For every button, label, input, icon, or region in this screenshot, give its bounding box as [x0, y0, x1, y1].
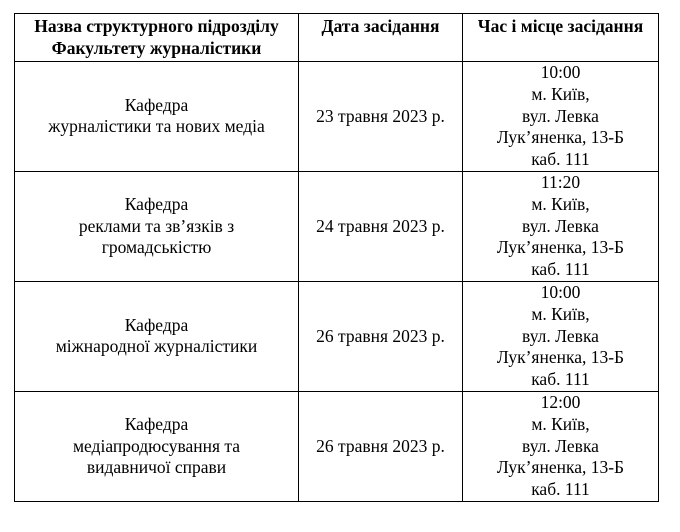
- header-date: Дата засідання: [299, 14, 463, 62]
- table-row: [15, 391, 659, 501]
- department-line: видавничої справи: [86, 457, 227, 478]
- date-cell: 23 травня 2023 р.: [299, 62, 463, 172]
- department-cell: [15, 391, 299, 501]
- place-line: м. Київ,: [531, 83, 590, 104]
- table-row: [15, 171, 659, 281]
- place-line: каб. 111: [531, 479, 590, 500]
- place-line: каб. 111: [531, 149, 590, 170]
- table-row: [15, 62, 659, 172]
- place-line: каб. 111: [531, 259, 590, 280]
- department-line: міжнародної журналістики: [55, 336, 258, 357]
- time-place-cell: [463, 391, 659, 501]
- department-line: Кафедра: [124, 193, 189, 214]
- header-department: [15, 14, 299, 62]
- header-department-line: Факультету журналістики: [51, 37, 262, 58]
- department-line: реклами та зв’язків з: [78, 215, 235, 236]
- time-place-cell: [463, 281, 659, 391]
- time-place-cell: [463, 62, 659, 172]
- date-cell: 24 травня 2023 р.: [299, 171, 463, 281]
- meeting-time: 12:00: [540, 391, 581, 412]
- place-line: Лук’яненка, 13-Б: [496, 127, 625, 148]
- meeting-time: 10:00: [540, 62, 581, 82]
- time-place-cell: [463, 171, 659, 281]
- meeting-schedule-table: [14, 13, 659, 502]
- place-line: Лук’яненка, 13-Б: [496, 347, 625, 368]
- place-line: Лук’яненка, 13-Б: [496, 237, 625, 258]
- place-line: Лук’яненка, 13-Б: [496, 457, 625, 478]
- department-line: журналістики та нових медіа: [48, 116, 265, 137]
- department-cell: [15, 62, 299, 172]
- date-cell: 26 травня 2023 р.: [299, 281, 463, 391]
- department-line: медіапродюсування та: [72, 435, 241, 456]
- department-cell: [15, 171, 299, 281]
- place-line: м. Київ,: [531, 303, 590, 324]
- place-line: вул. Левка: [522, 435, 599, 456]
- meeting-time: 10:00: [540, 281, 581, 302]
- header-time-place: Час і місце засідання: [463, 14, 659, 62]
- department-line: громадськістю: [101, 237, 212, 258]
- department-line: Кафедра: [124, 94, 189, 115]
- place-line: вул. Левка: [522, 325, 599, 346]
- meeting-time: 11:20: [540, 171, 581, 192]
- department-line: Кафедра: [124, 413, 189, 434]
- table-row: [15, 281, 659, 391]
- place-line: вул. Левка: [522, 105, 599, 126]
- header-department-line: Назва структурного підрозділу: [34, 16, 279, 36]
- department-line: Кафедра: [124, 314, 189, 335]
- place-line: каб. 111: [531, 369, 590, 390]
- place-line: м. Київ,: [531, 193, 590, 214]
- date-cell: 26 травня 2023 р.: [299, 391, 463, 501]
- department-cell: [15, 281, 299, 391]
- place-line: м. Київ,: [531, 413, 590, 434]
- table-header-row: [15, 14, 659, 62]
- place-line: вул. Левка: [522, 215, 599, 236]
